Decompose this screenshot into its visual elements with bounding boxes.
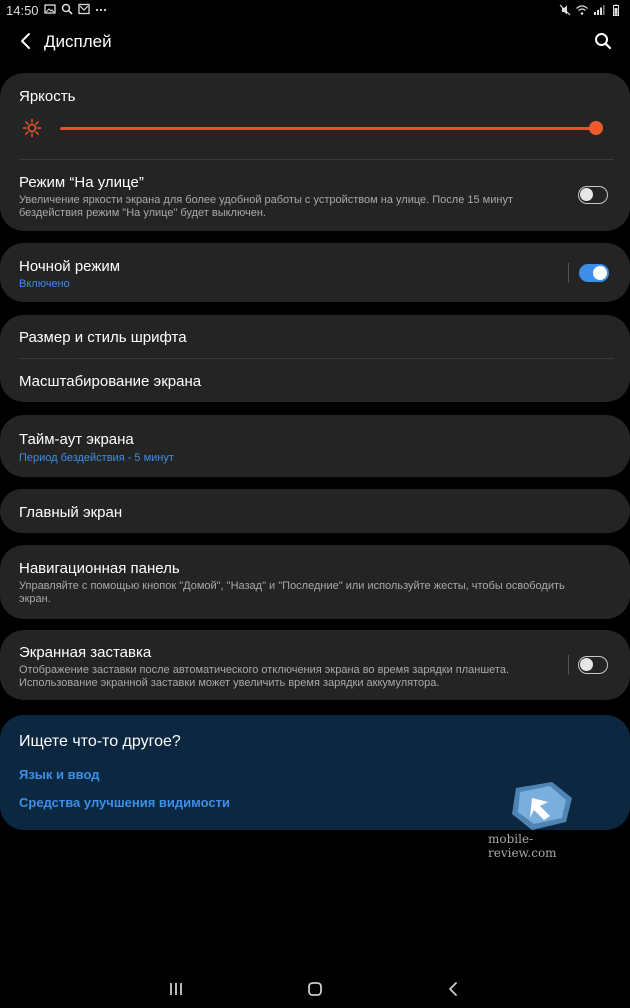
toggle-knob: [580, 188, 593, 201]
brightness-slider-track[interactable]: [60, 127, 596, 130]
night-mode-status: Включено: [19, 278, 70, 290]
more-icon: [95, 3, 107, 15]
screensaver-card[interactable]: [0, 630, 630, 700]
status-bar: [0, 0, 630, 20]
outdoor-mode-description: Увеличение яркости экрана для более удобной работы с устройством на улице. После 15 минут бездействия режим "На улице" будет выключен.: [19, 194, 513, 219]
outdoor-mode-row[interactable]: [0, 160, 630, 231]
timeout-title: Тайм-аут экрана: [19, 431, 134, 448]
zoom-title: Масштабирование экрана: [19, 373, 202, 390]
mail-icon: [78, 3, 90, 15]
screensaver-toggle[interactable]: [578, 656, 608, 674]
wifi-icon: [576, 4, 588, 16]
nav-panel-title: Навигационная панель: [19, 560, 180, 577]
battery-icon: [610, 4, 622, 16]
font-title: Размер и стиль шрифта: [19, 329, 187, 346]
night-mode-card[interactable]: [0, 243, 630, 302]
vertical-separator: [568, 655, 569, 675]
suggestions-title: Ищете что-то другое?: [19, 733, 181, 750]
search-icon: [61, 3, 73, 15]
vertical-separator: [568, 263, 569, 283]
sun-icon: [22, 118, 42, 138]
status-time: 14:50: [6, 3, 39, 18]
timeout-card[interactable]: [0, 415, 630, 477]
night-mode-title: Ночной режим: [19, 258, 121, 275]
font-row[interactable]: [0, 315, 630, 358]
watermark-logo-icon: [486, 780, 596, 832]
watermark-text: mobile-review.com: [488, 832, 557, 860]
brightness-slider-thumb[interactable]: [589, 121, 603, 135]
night-mode-toggle[interactable]: [579, 264, 609, 282]
link-visibility-enhancements[interactable]: Средства улучшения видимости: [19, 795, 230, 810]
screensaver-description: Отображение заставки после автоматического отключения экрана во время зарядки планшета. Использование экранной заставки может увеличить время зарядки аккумулятора.: [19, 664, 510, 689]
link-language-input[interactable]: Язык и ввод: [19, 767, 100, 782]
back-icon[interactable]: [443, 978, 465, 1000]
zoom-row[interactable]: [0, 359, 630, 402]
screensaver-title: Экранная заставка: [19, 644, 152, 661]
timeout-status: Период бездействия - 5 минут: [19, 452, 174, 464]
watermark: [486, 780, 596, 860]
status-right-icons: [559, 4, 622, 16]
nav-panel-card[interactable]: [0, 545, 630, 619]
home-screen-title: Главный экран: [19, 504, 123, 521]
search-icon[interactable]: [592, 30, 614, 52]
nav-panel-description: Управляйте с помощью кнопок "Домой", "Назад" и "Последние" или используйте жесты, чтобы освободить экран.: [19, 580, 565, 605]
toggle-knob: [593, 266, 607, 280]
nav-bar: [0, 970, 630, 1008]
outdoor-mode-toggle[interactable]: [578, 186, 608, 204]
font-zoom-card: [0, 315, 630, 402]
app-bar: [0, 24, 630, 60]
home-icon[interactable]: [304, 978, 326, 1000]
status-left-icons: [44, 3, 107, 15]
toggle-knob: [580, 658, 593, 671]
recents-icon[interactable]: [165, 978, 187, 1000]
brightness-label: Яркость: [19, 88, 76, 105]
page-title: Дисплей: [44, 32, 112, 51]
mute-icon: [559, 4, 571, 16]
signal-icon: [593, 4, 605, 16]
back-arrow-icon[interactable]: [16, 30, 38, 52]
outdoor-mode-title: Режим “На улице”: [19, 174, 144, 191]
home-screen-card[interactable]: [0, 489, 630, 533]
brightness-card: [0, 73, 630, 231]
image-icon: [44, 3, 56, 15]
